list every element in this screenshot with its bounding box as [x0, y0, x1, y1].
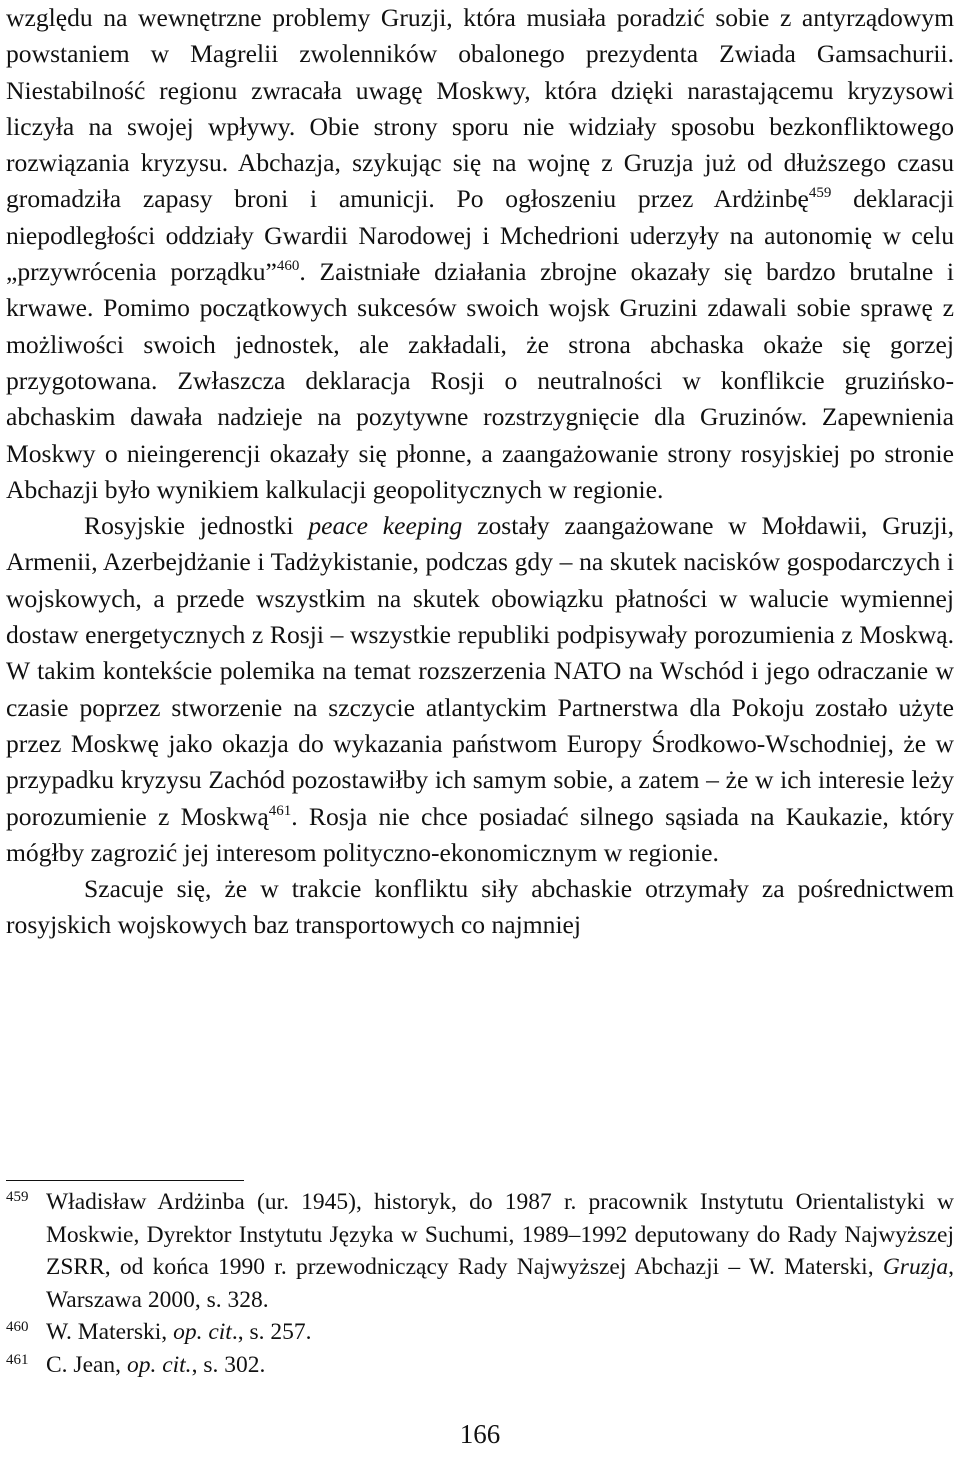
footnote-460 — [6, 1316, 954, 1349]
main-text — [6, 0, 954, 944]
footnotes — [6, 1186, 954, 1382]
text-run: ., s. 257. — [231, 1319, 312, 1346]
footnote-number: 461 — [6, 1351, 29, 1368]
footnote-ref-460[interactable]: 460 — [276, 258, 300, 275]
text-run: . Zaistniałe działania zbrojne okazały się bardzo brutalne i krwawe. Pomimo początkowych sukcesów swoich wojsk Gruzini zdawali sobie sprawę z możliwości swoich jednostek, ale zakładali, że strona abchaska okaże się gorzej przygotowana. Zwłaszcza deklaracja Rosji o neutralności w konflikcie gruzińsko-abchaskim dawała nadzieje na pozytywne rozstrzygnięcie dla Gruzinów. Zapewnienia Moskwy o nieingerencji okazały się płonne, a zaangażowanie strony rosyjskiej po stronie Abchazji było wynikiem kalkulacji geopolitycznych w regionie. — [6, 257, 954, 504]
footnote-459 — [6, 1186, 954, 1316]
italic-term: peace keeping — [308, 511, 463, 541]
footnote-number: 460 — [6, 1319, 29, 1336]
italic-title: Gruzja — [882, 1254, 949, 1281]
paragraph — [6, 0, 954, 508]
text-run: zostały zaangażowane w Mołdawii, Gruzji, Armenii, Azerbejdżanie i Tadżykistanie, podczas gdy – na skutek nacisków gospodarczych i wojskowych, a przede wszystkim na skutek obowiązku płatności w walucie wymiennej dostaw energetycznych z Rosji – wszystkie republiki podpisywały porozumienia z Moskwą. W takim kontekście polemika na temat rozszerzenia NATO na Wschód i jego odraczanie w czasie poprzez stworzenie na szczycie atlantyckim Partnerstwa dla Pokoju zostało użyte przez Moskwę jako okazja do wykazania państwom Europy Środkowo-Wschodniej, że w przypadku kryzysu Zachód pozostawiłby ich samym sobie, a zatem – że w ich interesie leży porozumienie z Moskwą — [6, 511, 954, 831]
text-run: Władisław Ardżinba (ur. 1945), historyk, do 1987 r. pracownik Instytutu Orientalistyki w Moskwie, Dyrektor Instytutu Języka w Suchumi, 1989–1992 deputowany do Rady Najwyższej ZSRR, od końca 1990 r. przewodniczący Rady Najwyższej Abchazji – W. Materski, — [46, 1189, 954, 1281]
text-run: C. Jean, — [46, 1351, 127, 1378]
text-run: względu na wewnętrzne problemy Gruzji, która musiała poradzić sobie z antyrządowym powstaniem w Magrelii zwolenników obalonego prezydenta Zwiada Gamsachurii. Niestabilność regionu zwracała uwagę Moskwy, która dzięki narastającemu kryzysowi liczyła na swojej wpływy. Obie strony sporu nie widziały sposobu bezkonfliktowego rozwiązania kryzysu. Abchazja, szykując się na wojnę z Gruzja już od dłuższego czasu gromadziła zapasy broni i amunicji. Po ogłoszeniu przez Ardżinbę — [6, 3, 954, 214]
footnote-number: 459 — [6, 1189, 29, 1205]
text-run: Szacuje się, że w trakcie konfliktu siły abchaskie otrzymały za pośrednictwem rosyjskich wojskowych baz transportowych co najmniej — [6, 874, 954, 940]
paragraph — [6, 871, 954, 944]
page-body — [6, 0, 954, 944]
footnote-ref-459[interactable]: 459 — [808, 185, 832, 202]
footnote-461 — [6, 1349, 954, 1382]
text-run: , s. 302. — [191, 1351, 266, 1378]
text-run: Rosyjskie jednostki — [84, 511, 309, 541]
text-run: , Warszawa 2000, s. 328. — [46, 1254, 954, 1313]
paragraph — [6, 508, 954, 871]
text-run: deklaracji niepodległości oddziały Gwardii Narodowej i Mchedrioni uderzyły na autonomię w celu „przywrócenia porządku” — [6, 184, 954, 287]
italic-abbrev: op. cit. — [126, 1351, 192, 1378]
text-run: . Rosja nie chce posiadać silnego sąsiada na Kaukazie, który mógłby zagrozić jej interesom polityczno-ekonomicznym w regionie. — [6, 801, 954, 867]
footnote-text — [46, 1316, 954, 1349]
footnote-text — [46, 1349, 954, 1382]
text-run: W. Materski, — [46, 1319, 174, 1346]
footnote-text — [46, 1186, 954, 1316]
page-number: 166 — [459, 1419, 501, 1449]
footnote-ref-461[interactable]: 461 — [268, 802, 292, 819]
italic-abbrev: op. cit — [173, 1319, 232, 1346]
footnote-separator — [6, 1180, 244, 1181]
